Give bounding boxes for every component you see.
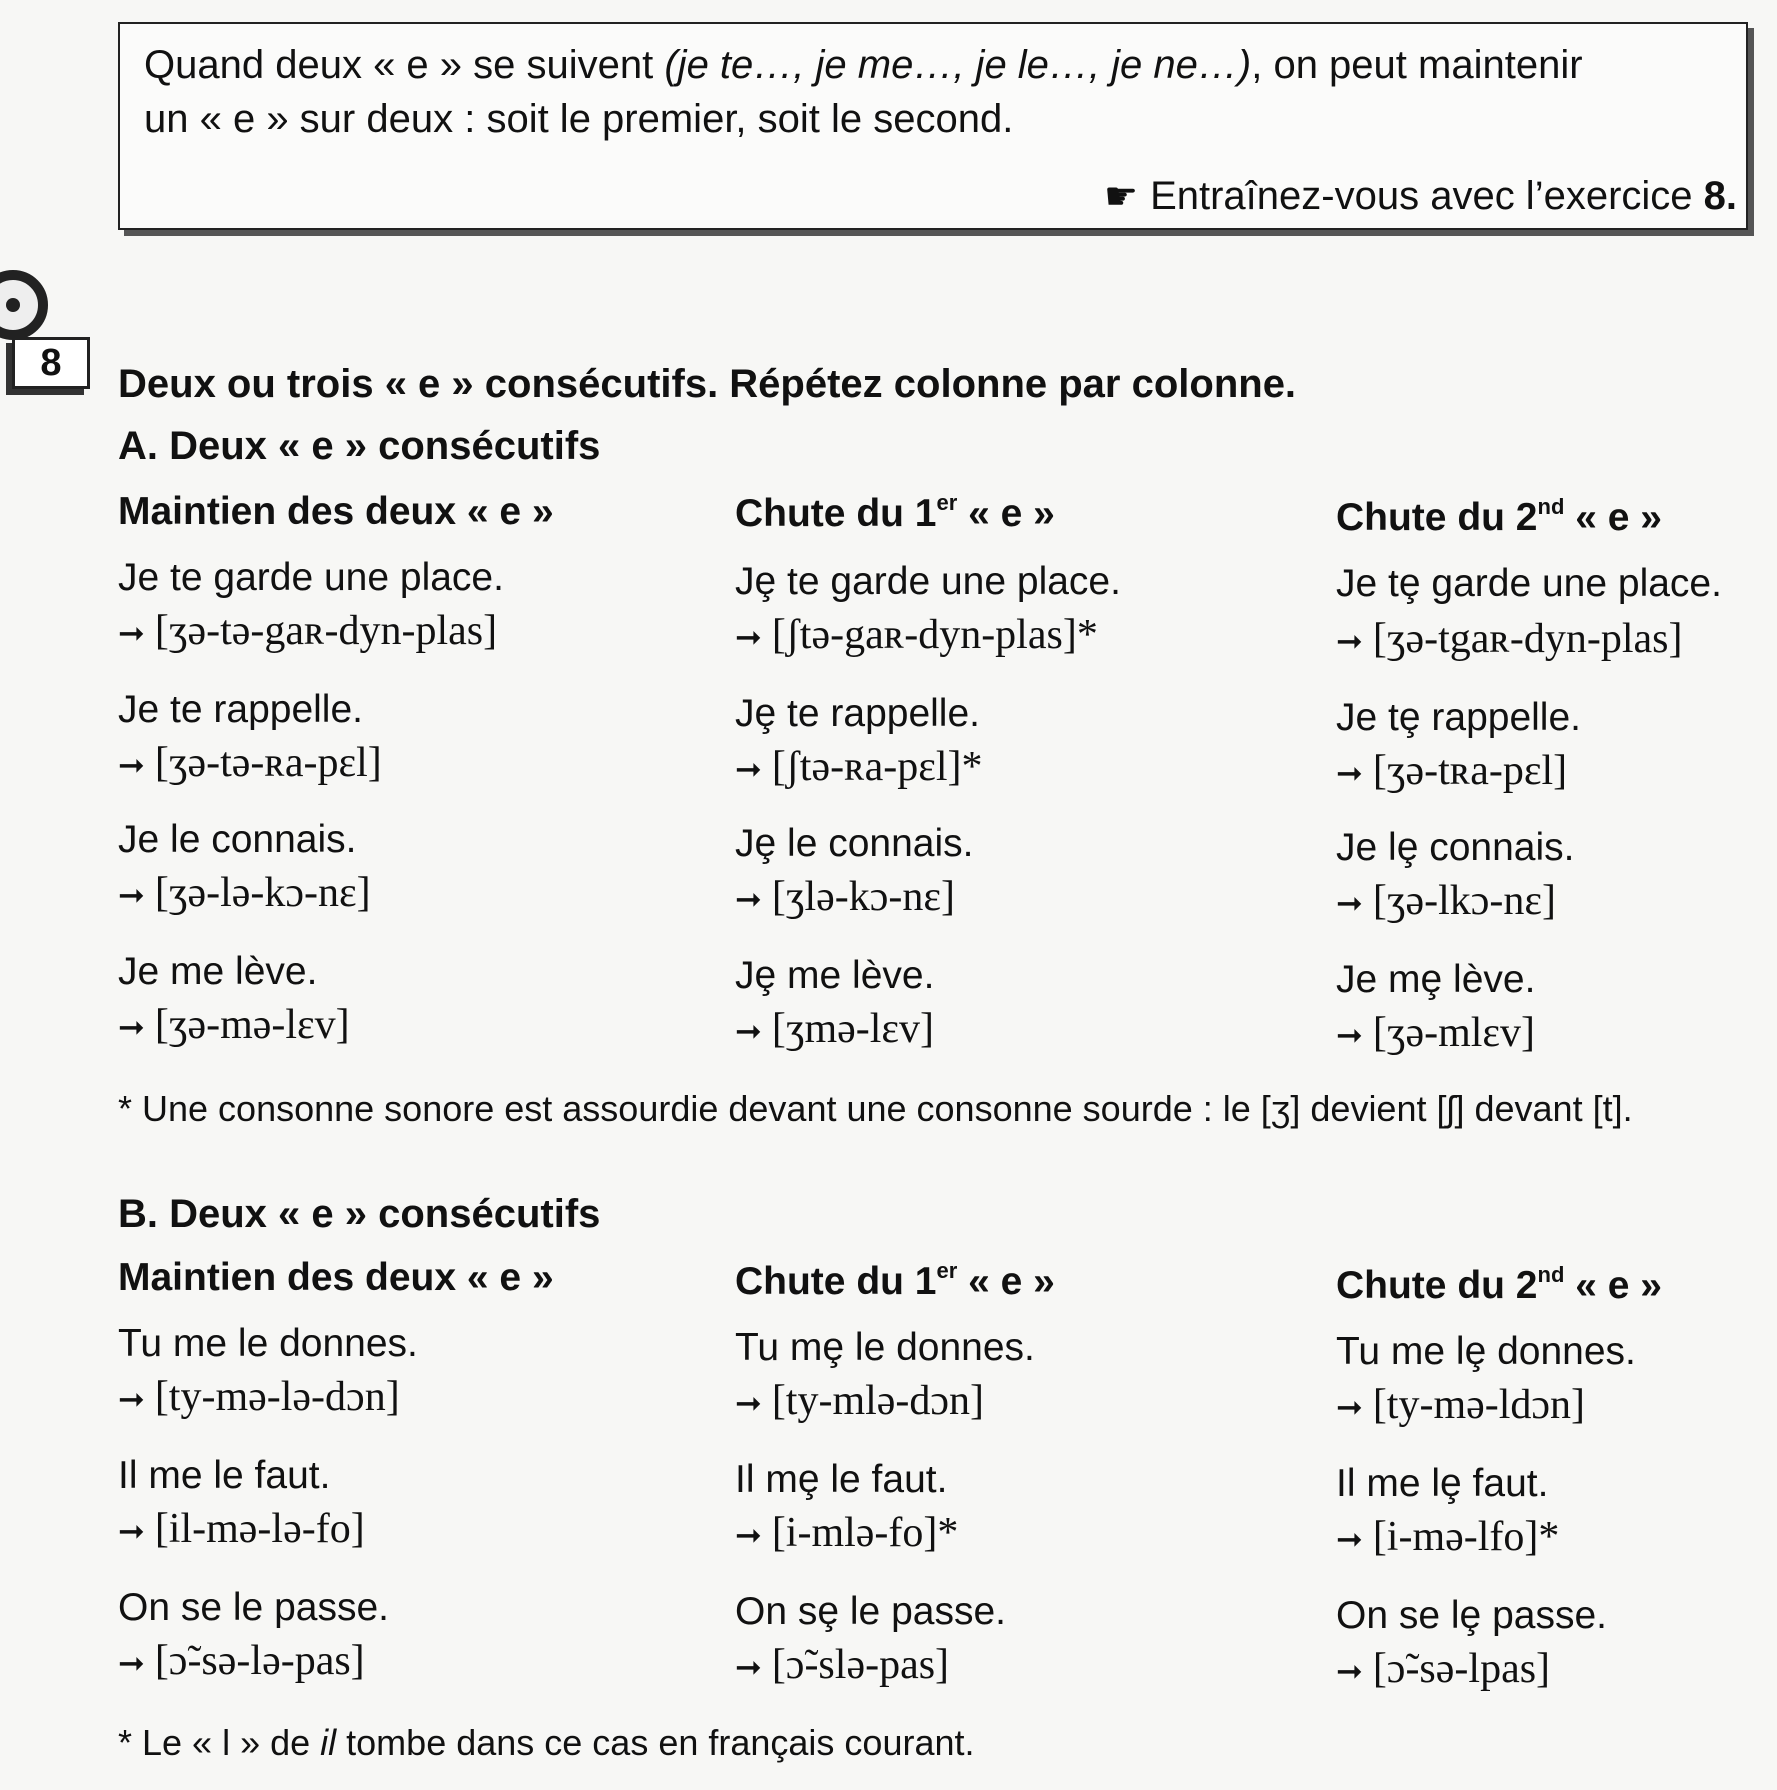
arrow-icon: ➞: [735, 1516, 762, 1554]
col-header-chute-2nd: Chute du 2nd « e »: [1336, 1262, 1662, 1307]
sentence: Jȩ le connais.: [735, 822, 974, 865]
phonetic-transcription: ➞ [i-mlə-fo]*: [735, 1510, 959, 1556]
arrow-icon: ➞: [118, 1380, 145, 1418]
phonetic-transcription: ➞ [ʒə-tə-ʀa-pɛl]: [118, 740, 382, 786]
arrow-icon: ➞: [1336, 622, 1363, 660]
pointing-hand-icon: ☛: [1103, 176, 1139, 218]
arrow-icon: ➞: [735, 618, 762, 656]
section-b-title: B. Deux « e » consécutifs: [118, 1192, 601, 1236]
phonetic-transcription: ➞ [ʃtə-gaʀ-dyn-plas]*: [735, 612, 1098, 658]
sentence: Je le connais.: [118, 818, 357, 861]
arrow-icon: ➞: [1336, 1652, 1363, 1690]
phonetic-transcription: ➞ [ʒə-tʀa-pɛl]: [1336, 748, 1568, 794]
sentence: Je te rappelle.: [118, 688, 363, 731]
practice-reference: ☛ Entraînez-vous avec l’exercice 8.: [1103, 174, 1737, 218]
rule-text: Quand deux « e » se suivent (je te…, je me…, je le…, je ne…), on peut maintenir un « e » sur deux : soit le premier, soit le second.: [144, 43, 1583, 141]
arrow-icon: ➞: [735, 880, 762, 918]
arrow-icon: ➞: [118, 876, 145, 914]
phonetic-transcription: ➞ [ty-mlə-dɔn]: [735, 1378, 985, 1424]
arrow-icon: ➞: [1336, 884, 1363, 922]
sentence: Tu mȩ le donnes.: [735, 1326, 1035, 1369]
sentence: Je tȩ rappelle.: [1336, 696, 1581, 739]
sentence: Jȩ te garde une place.: [735, 560, 1121, 603]
phonetic-transcription: ➞ [ʒmə-lɛv]: [735, 1006, 935, 1052]
phonetic-transcription: ➞ [ʒə-mə-lɛv]: [118, 1002, 350, 1048]
sentence: Jȩ te rappelle.: [735, 692, 980, 735]
phonetic-transcription: ➞ [ʒə-tə-gaʀ-dyn-plas]: [118, 608, 498, 654]
arrow-icon: ➞: [1336, 1016, 1363, 1054]
arrow-icon: ➞: [118, 1512, 145, 1550]
phonetic-transcription: ➞ [ʒlə-kɔ-nɛ]: [735, 874, 955, 920]
phonetic-transcription: ➞ [ʃtə-ʀa-pɛl]*: [735, 744, 983, 790]
phonetic-transcription: ➞ [ʒə-lə-kɔ-nɛ]: [118, 870, 371, 916]
col-header-chute-1er: Chute du 1er « e »: [735, 490, 1055, 535]
arrow-icon: ➞: [1336, 1388, 1363, 1426]
sentence: Je tȩ garde une place.: [1336, 562, 1722, 605]
arrow-icon: ➞: [118, 614, 145, 652]
col-header-chute-2nd: Chute du 2nd « e »: [1336, 494, 1662, 539]
phonetic-transcription: ➞ [ʒə-tgaʀ-dyn-plas]: [1336, 616, 1683, 662]
arrow-icon: ➞: [118, 1008, 145, 1046]
arrow-icon: ➞: [118, 746, 145, 784]
arrow-icon: ➞: [1336, 1520, 1363, 1558]
sentence: Je te garde une place.: [118, 556, 504, 599]
phonetic-transcription: ➞ [ʒə-mlɛv]: [1336, 1010, 1536, 1056]
col-header-chute-1er: Chute du 1er « e »: [735, 1258, 1055, 1303]
phonetic-transcription: ➞ [ty-mə-lə-dɔn]: [118, 1374, 400, 1420]
sentence: On se le passe.: [118, 1586, 389, 1629]
col-header-maintien: Maintien des deux « e »: [118, 490, 554, 533]
sentence: Il me le faut.: [118, 1454, 331, 1497]
sentence: Je mȩ lève.: [1336, 958, 1536, 1001]
phonetic-transcription: ➞ [ɔ̃-sə-lə-pas]: [118, 1638, 365, 1684]
sentence: Tu me lȩ donnes.: [1336, 1330, 1636, 1373]
sentence: On sȩ le passe.: [735, 1590, 1006, 1633]
footnote-b: * Le « l » de il tombe dans ce cas en français courant.: [118, 1722, 975, 1763]
sentence: Jȩ me lève.: [735, 954, 935, 997]
footnote-a: * Une consonne sonore est assourdie devant une consonne sourde : le [ʒ] devient [ʃ] devant [t].: [118, 1088, 1633, 1129]
sentence: On se lȩ passe.: [1336, 1594, 1607, 1637]
section-a-title: A. Deux « e » consécutifs: [118, 424, 601, 468]
sentence: Je lȩ connais.: [1336, 826, 1575, 869]
arrow-icon: ➞: [735, 1648, 762, 1686]
phonetic-transcription: ➞ [ty-mə-ldɔn]: [1336, 1382, 1586, 1428]
sentence: Je me lève.: [118, 950, 318, 993]
cd-icon: [0, 270, 48, 340]
arrow-icon: ➞: [735, 750, 762, 788]
sentence: Tu me le donnes.: [118, 1322, 418, 1365]
sentence: Il me lȩ faut.: [1336, 1462, 1549, 1505]
phonetic-transcription: ➞ [il-mə-lə-fo]: [118, 1506, 365, 1552]
arrow-icon: ➞: [1336, 754, 1363, 792]
phonetic-transcription: ➞ [ʒə-lkɔ-nɛ]: [1336, 878, 1556, 924]
phonetic-transcription: ➞ [ɔ̃-slə-pas]: [735, 1642, 950, 1688]
exercise-title: Deux ou trois « e » consécutifs. Répétez colonne par colonne.: [118, 362, 1297, 406]
exercise-number: 8: [12, 337, 90, 389]
phonetic-transcription: ➞ [ɔ̃-sə-lpas]: [1336, 1646, 1551, 1692]
phonetic-transcription: ➞ [i-mə-lfo]*: [1336, 1514, 1560, 1560]
arrow-icon: ➞: [735, 1384, 762, 1422]
arrow-icon: ➞: [735, 1012, 762, 1050]
arrow-icon: ➞: [118, 1644, 145, 1682]
col-header-maintien: Maintien des deux « e »: [118, 1256, 554, 1299]
sentence: Il mȩ le faut.: [735, 1458, 948, 1501]
